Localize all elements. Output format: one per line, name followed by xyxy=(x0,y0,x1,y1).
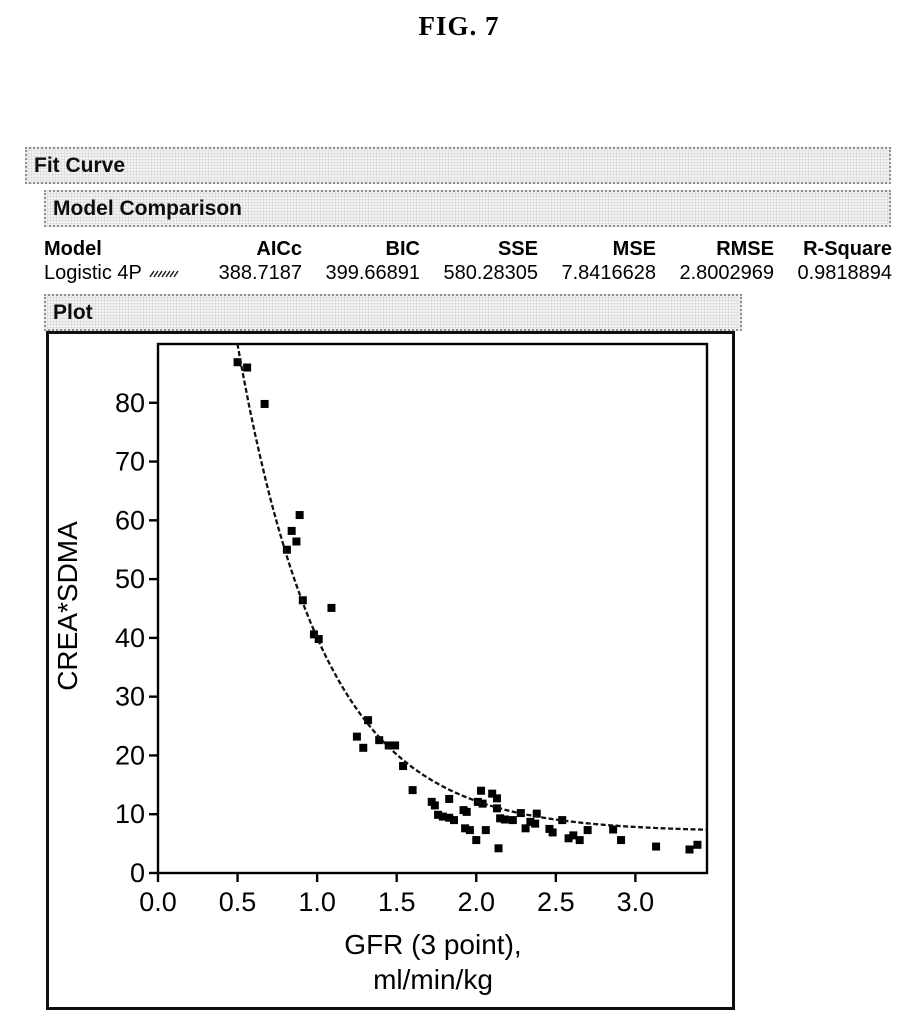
x-tick-label: 2.5 xyxy=(537,887,575,917)
hatched-line-icon xyxy=(148,267,180,280)
cell-rsquare: 0.9818894 xyxy=(797,262,892,284)
col-header-model: Model xyxy=(44,238,102,260)
data-point[interactable] xyxy=(296,511,304,519)
cell-bic: 399.66891 xyxy=(325,262,420,284)
x-tick-label: 2.0 xyxy=(457,887,496,917)
data-point[interactable] xyxy=(549,828,557,836)
x-axis-label-line2: ml/min/kg xyxy=(373,964,493,995)
table-header-row xyxy=(44,237,892,261)
plot-frame xyxy=(158,344,707,873)
data-point[interactable] xyxy=(431,801,439,809)
scatter-chart[interactable] xyxy=(49,334,732,1007)
data-point[interactable] xyxy=(584,826,592,834)
y-tick-label: 30 xyxy=(114,681,145,712)
fit-curve-header-bar[interactable] xyxy=(25,147,891,184)
data-point[interactable] xyxy=(509,816,517,824)
data-point[interactable] xyxy=(482,826,490,834)
col-header-rmse: RMSE xyxy=(716,238,774,260)
x-axis-label-line1: GFR (3 point), xyxy=(344,929,522,960)
y-tick-label: 80 xyxy=(114,387,145,418)
x-tick-label: 1.5 xyxy=(377,887,416,917)
data-point[interactable] xyxy=(652,843,660,851)
data-point[interactable] xyxy=(243,364,251,372)
x-tick-label: 1.0 xyxy=(298,887,336,917)
model-comparison-title: Model Comparison xyxy=(53,196,243,220)
figure-title: FIG. 7 xyxy=(418,11,500,41)
data-point[interactable] xyxy=(445,795,453,803)
col-header-rsquare: R-Square xyxy=(803,238,892,260)
data-point[interactable] xyxy=(450,816,458,824)
fit-curve-title: Fit Curve xyxy=(34,153,126,177)
y-tick-label: 10 xyxy=(114,799,145,830)
data-point[interactable] xyxy=(327,604,335,612)
plot-panel xyxy=(46,331,735,1010)
data-point[interactable] xyxy=(353,733,361,741)
data-point[interactable] xyxy=(685,845,693,853)
model-comparison-table xyxy=(44,237,892,285)
plot-header-bar[interactable] xyxy=(44,294,742,331)
model-name: Logistic 4P xyxy=(44,262,142,284)
data-point[interactable] xyxy=(463,808,471,816)
y-axis-label: CREA*SDMA xyxy=(52,521,83,691)
y-tick-label: 70 xyxy=(114,446,145,477)
data-point[interactable] xyxy=(693,841,701,849)
data-point[interactable] xyxy=(501,816,509,824)
model-name-cell xyxy=(44,261,184,285)
table-row[interactable] xyxy=(44,261,892,285)
data-point[interactable] xyxy=(466,826,474,834)
y-tick-label: 0 xyxy=(129,858,145,888)
data-point[interactable] xyxy=(493,794,501,802)
cell-mse: 7.8416628 xyxy=(561,262,656,284)
data-point[interactable] xyxy=(359,744,367,752)
y-tick-label: 50 xyxy=(114,564,145,595)
model-comparison-header-bar[interactable] xyxy=(44,190,891,227)
data-point[interactable] xyxy=(288,527,296,535)
col-header-bic: BIC xyxy=(385,238,420,260)
y-tick-label: 20 xyxy=(114,740,145,771)
y-tick-label: 40 xyxy=(114,622,145,653)
x-tick-label: 3.0 xyxy=(616,887,655,917)
col-header-mse: MSE xyxy=(612,238,656,260)
data-point[interactable] xyxy=(617,836,625,844)
data-point[interactable] xyxy=(261,400,269,408)
data-point[interactable] xyxy=(409,786,417,794)
fit-curve-line xyxy=(237,344,706,830)
col-header-aicc: AICc xyxy=(256,238,302,260)
data-point[interactable] xyxy=(472,836,480,844)
data-point[interactable] xyxy=(477,787,485,795)
x-tick-label: 0.0 xyxy=(139,887,177,917)
cell-sse: 580.28305 xyxy=(443,262,538,284)
cell-rmse: 2.8002969 xyxy=(679,262,774,284)
data-point[interactable] xyxy=(576,836,584,844)
data-point[interactable] xyxy=(531,820,539,828)
plot-title: Plot xyxy=(53,300,93,324)
data-point[interactable] xyxy=(292,537,300,545)
col-header-sse: SSE xyxy=(497,238,538,260)
data-point[interactable] xyxy=(391,741,399,749)
cell-aicc: 388.7187 xyxy=(218,262,302,284)
data-point[interactable] xyxy=(495,844,503,852)
x-tick-label: 0.5 xyxy=(218,887,257,917)
y-tick-label: 60 xyxy=(114,505,145,536)
